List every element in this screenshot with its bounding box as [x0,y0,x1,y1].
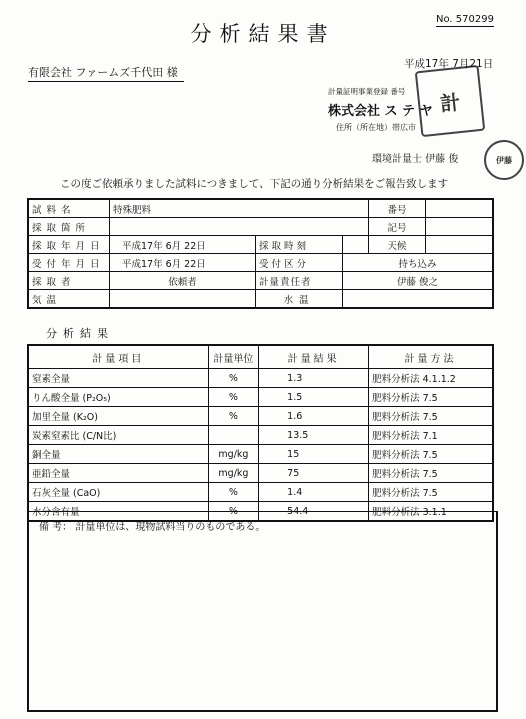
result-method: 肥料分析法 7.1 [369,426,493,445]
result-method: 肥料分析法 7.5 [369,483,493,502]
label: 受付年月日 [28,254,110,272]
document-number: No. 570299 [436,14,494,25]
company-name: 株式会社 ス テ ヤ [328,104,433,119]
table-row [28,369,493,388]
result-item: りん酸全量 (P₂O₅) [28,388,208,407]
result-value: 1.5 [259,388,369,407]
label: 記号 [369,218,426,236]
document-title: 分析結果書 [190,22,336,46]
result-item: 亜鉛全量 [28,464,208,483]
certifier-name: 環境計量士 伊藤 俊 [372,154,459,165]
sample-info-table [27,198,494,309]
receipt-date: 平成17年 6月 22日 [110,254,256,272]
result-value: 1.4 [259,483,369,502]
results-table [27,344,494,522]
result-value: 1.6 [259,407,369,426]
result-unit: mg/kg [208,445,259,464]
table-row [28,464,493,483]
weather-value [426,236,494,254]
result-unit: % [208,369,259,388]
receipt-type: 持ち込み [343,254,494,272]
water-temp [343,290,494,309]
result-value: 1.3 [259,369,369,388]
column-header: 計量単位 [208,345,259,369]
personal-seal: 伊藤 [484,140,524,180]
remarks-text: 備 考： 計量単位は、現物試料当りのものである。 [39,522,266,533]
label: 気温 [28,290,110,309]
label: 天候 [369,236,426,254]
collector-value: 依頼者 [110,272,256,290]
result-method: 肥料分析法 7.5 [369,388,493,407]
result-value: 13.5 [259,426,369,445]
result-unit: % [208,388,259,407]
column-header: 計量方法 [369,345,493,369]
table-row [28,445,493,464]
symbol-value [426,218,494,236]
result-value: 15 [259,445,369,464]
issue-date: 平成17年 7月21日 [404,58,494,70]
result-item: 窒素全量 [28,369,208,388]
results-section-title: 分析結果 [46,327,114,340]
result-item: 銅全量 [28,445,208,464]
location-value [110,218,369,236]
remarks-box [27,511,498,712]
label: 採取箇所 [28,218,110,236]
label: 採取者 [28,272,110,290]
sample-name: 特殊肥料 [110,199,369,218]
result-method: 肥料分析法 3.1.1 [369,502,493,522]
table-row [28,483,493,502]
result-item: 炭素窒素比 (C/N比) [28,426,208,445]
result-unit: % [208,483,259,502]
result-item: 加里全量 (K₂O) [28,407,208,426]
result-unit: % [208,407,259,426]
collect-time [343,236,369,254]
label: 試料名 [28,199,110,218]
intro-text: この度ご依頼承りました試料につきまして、下記の通り分析結果をご報告致します [60,178,449,190]
company-seal: 計 [415,65,486,137]
result-method: 肥料分析法 7.5 [369,407,493,426]
result-item: 石灰全量 (CaO) [28,483,208,502]
label: 採取年月日 [28,236,110,254]
registration-text: 計量証明事業登録 番号 [328,87,406,96]
client-name: 有限会社 ファームズ千代田 様 [28,64,184,82]
air-temp [110,290,256,309]
result-value: 54.4 [259,502,369,522]
table-row [28,407,493,426]
result-unit [208,426,259,445]
result-unit: % [208,502,259,522]
column-header: 計量結果 [259,345,369,369]
label: 番号 [369,199,426,218]
result-method: 肥料分析法 7.5 [369,464,493,483]
number-value [426,199,494,218]
collect-date: 平成17年 6月 22日 [110,236,256,254]
table-row [28,426,493,445]
column-header: 計量項目 [28,345,208,369]
result-item: 水分含有量 [28,502,208,522]
table-row [28,388,493,407]
result-method: 肥料分析法 4.1.1.2 [369,369,493,388]
label: 採取時刻 [256,236,343,254]
result-method: 肥料分析法 7.5 [369,445,493,464]
manager-value: 伊藤 俊之 [343,272,494,290]
company-address: 住所（所在地）帯広市 [336,123,416,132]
label: 計量責任者 [256,272,343,290]
result-unit: mg/kg [208,464,259,483]
label: 受付区分 [256,254,343,272]
label: 水温 [256,290,343,309]
result-value: 75 [259,464,369,483]
